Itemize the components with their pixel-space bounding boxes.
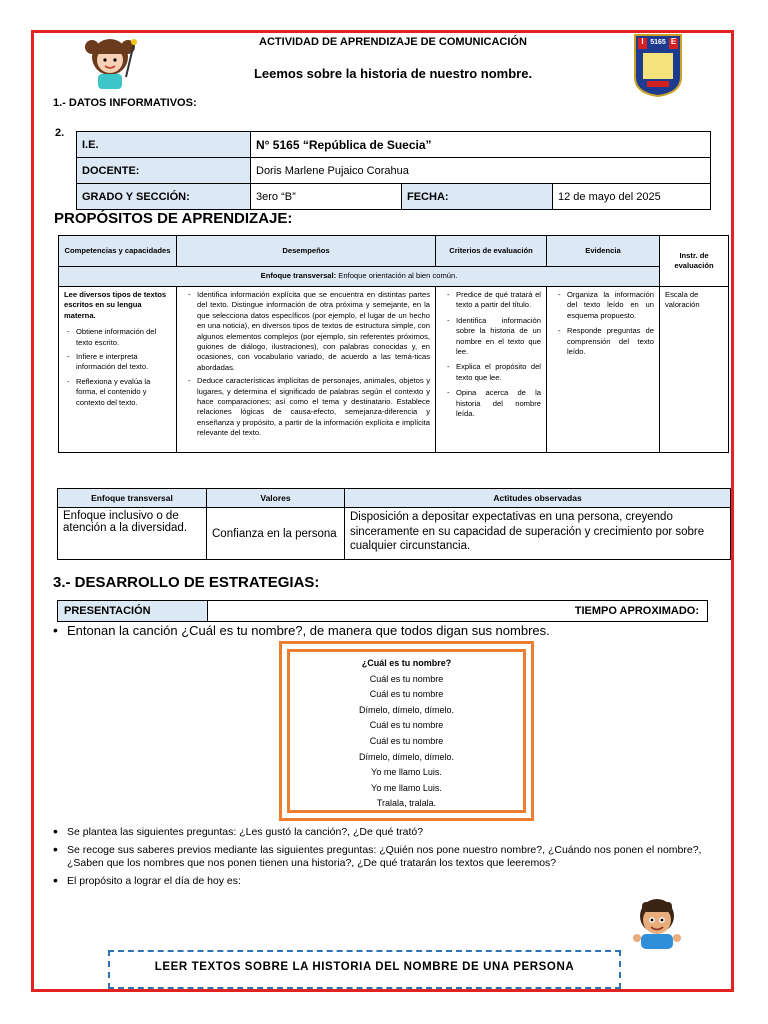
song-line: Cuál es tu nombre — [369, 720, 444, 731]
song-bullet-list — [53, 623, 723, 638]
grado-label: GRADO Y SECCIÓN: — [77, 184, 251, 210]
desempeno-item: - Deduce características implícitas de personajes, animales, objetos y lugares, y determina el significado de palabras según el contexto y hace comparaciones; así como el tema y destinatario. Establece relaciones lógicas de causa-efecto, semejanza-diferencia y enseñanza y propósito, a partir de la información explícita e implícita relevante del texto. — [197, 376, 430, 438]
header-desempenos: Desempeños — [177, 236, 436, 267]
capacidad-item: - Infiere e interpreta información del texto. — [76, 352, 171, 373]
question-bullet: • Se plantea las siguientes preguntas: ¿Les gustó la canción?, ¿De qué trató? — [53, 826, 723, 840]
desarrollo-heading: 3.- DESARROLLO DE ESTRATEGIAS: — [53, 574, 320, 591]
enfoque-value: Enfoque orientación al bien común. — [338, 271, 458, 281]
item-number: 2. — [55, 127, 65, 139]
competencias-cell — [59, 287, 177, 453]
valor-confianza: Confianza en la persona — [207, 508, 345, 560]
activity-title: ACTIVIDAD DE APRENDIZAJE DE COMUNICACIÓN — [259, 36, 527, 48]
proposito-box: LEER TEXTOS SOBRE LA HISTORIA DEL NOMBRE DE UNA PERSONA — [108, 950, 621, 989]
criterio-item: - Explica el propósito del texto que lee. — [456, 362, 541, 383]
header-valores: Valores — [207, 489, 345, 508]
enfoque-row — [59, 267, 660, 287]
song-line: Dímelo, dímelo, dímelo. — [358, 704, 455, 715]
datos-table — [76, 131, 711, 210]
grado-value: 3ero “B” — [251, 184, 402, 210]
header-instrumento: Instr. de evaluación — [660, 236, 729, 287]
question-bullet: • El propósito a lograr el día de hoy es: — [53, 875, 723, 889]
song-line: Yo me llamo Luis. — [371, 782, 442, 793]
capacidad-item: - Reflexiona y evalúa la forma, el contenido y contexto del texto. — [76, 377, 171, 408]
evidencia-item: - Organiza la información del texto leído en un esquema propuesto. — [567, 290, 654, 321]
header-criterios: Criterios de evaluación — [436, 236, 547, 267]
presentacion-label: PRESENTACIÓN — [58, 601, 208, 622]
questions-list — [53, 826, 723, 888]
tiempo-label: TIEMPO APROXIMADO: — [208, 601, 708, 622]
boy-illustration-icon — [628, 892, 686, 950]
header-competencias: Competencias y capacidades — [59, 236, 177, 267]
actitud-observada: Disposición a depositar expectativas en una persona, creyendo sinceramente en su capacidad de superación y crecimiento por sobre cualquier circunstancia. — [345, 508, 731, 560]
propositos-heading: PROPÓSITOS DE APRENDIZAJE: — [54, 210, 293, 227]
docente-label: DOCENTE: — [77, 158, 251, 184]
desempeno-item: - Identifica información explícita que se encuentra en distintas partes del texto. Distingue información de otra próxima y semejante, en la que selecciona datos específicos (por ejemplo, el lugar de un hecho en una noticia), en diversos tipos de textos de estructura simple, con algunos elementos complejos (por ejemplo, sin referentes próximos, guiones de diálogo, ilustraciones), con palabras conocidas y, en ocasiones, con vocabulario variado, de acuerdo a las temá-ticas abordadas. — [197, 290, 430, 373]
evidencia-cell — [547, 287, 660, 453]
song-title: ¿Cuál es tu nombre? — [361, 658, 452, 668]
criterios-cell — [436, 287, 547, 453]
ie-value: N° 5165 “República de Suecia” — [251, 132, 711, 158]
song-bullet: • Entonan la canción ¿Cuál es tu nombre?, de manera que todos digan sus nombres. — [53, 623, 723, 638]
ie-label: I.E. — [77, 132, 251, 158]
capacidad-item: - Obtiene información del texto escrito. — [76, 327, 171, 348]
competencia-title: Lee diversos tipos de textos escritos en su lengua materna. — [64, 290, 167, 320]
badge-number: 5165 — [650, 39, 666, 46]
presentacion-table — [57, 600, 708, 622]
song-line: Tralala, tralala. — [376, 798, 437, 809]
instrumento-value: Escala de valoración — [660, 287, 729, 453]
fecha-label: FECHA: — [402, 184, 553, 210]
song-line: Dímelo, dímelo, dímelo. — [358, 751, 455, 762]
enfoque-inclusivo: Enfoque inclusivo o de atención a la diversidad. — [58, 508, 207, 560]
enfoque-label: Enfoque transversal: — [260, 271, 337, 281]
criterio-item: - Opina acerca de la historia del nombre leída. — [456, 388, 541, 419]
fecha-value: 12 de mayo del 2025 — [553, 184, 711, 210]
header-evidencia: Evidencia — [547, 236, 660, 267]
enfoque-table — [57, 488, 731, 560]
song-line: Cuál es tu nombre — [369, 673, 444, 684]
song-line: Cuál es tu nombre — [369, 735, 444, 746]
criterio-item: - Predice de qué tratará el texto a partir del título. — [456, 290, 541, 311]
header-actitudes: Actitudes observadas — [345, 489, 731, 508]
datos-heading: 1.- DATOS INFORMATIVOS: — [53, 97, 197, 109]
evidencia-item: - Responde preguntas de comprensión del texto leído. — [567, 326, 654, 357]
activity-subtitle: Leemos sobre la historia de nuestro nombre. — [253, 66, 533, 81]
question-bullet: • Se recoge sus saberes previos mediante las siguientes preguntas: ¿Quién nos pone nuestro nombre?, ¿Cuándo nos ponen el nombre?, ¿Saben que los nombres que nos ponen tienen una historia?, ¿De qué tratarán los textos que leeremos? — [53, 844, 723, 871]
docente-value: Doris Marlene Pujaico Corahua — [251, 158, 711, 184]
badge-letter-e: E — [670, 37, 677, 46]
song-box — [287, 649, 526, 813]
propositos-table — [58, 235, 729, 453]
song-line: Yo me llamo Luis. — [371, 767, 442, 778]
girl-illustration-icon — [82, 33, 150, 91]
header-enfoque: Enfoque transversal — [58, 489, 207, 508]
desempenos-cell — [177, 287, 436, 453]
criterio-item: - Identifica información sobre la historia de un nombre en el texto que lee. — [456, 316, 541, 358]
song-line: Cuál es tu nombre — [369, 689, 444, 700]
badge-letter-i: I — [641, 37, 644, 46]
